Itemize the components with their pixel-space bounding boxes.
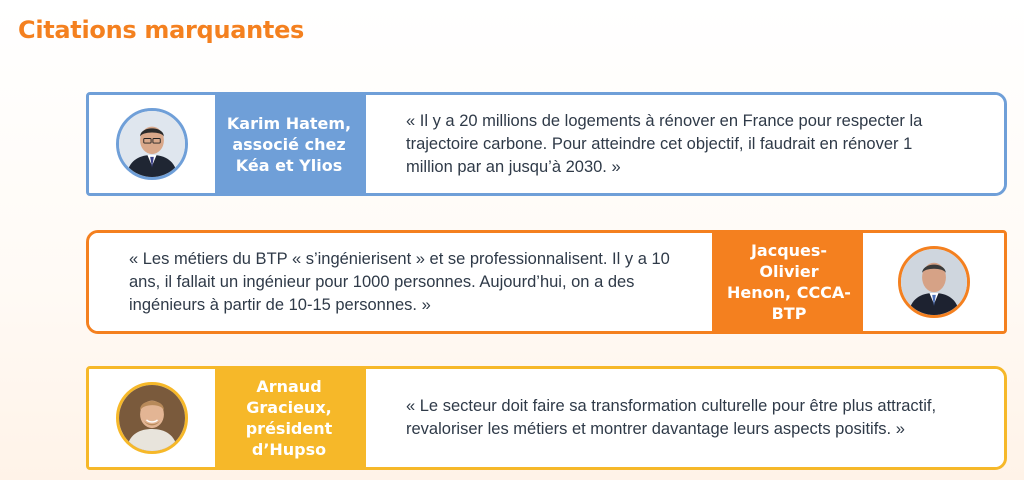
quote-card — [86, 366, 1007, 470]
avatar — [116, 108, 188, 180]
quote-text: « Le secteur doit faire sa transformation culturelle pour être plus attractif, revaloriser les métiers et montrer davantage leurs aspects positifs. » — [363, 369, 1004, 467]
speaker-name: Jacques-Olivier Henon, CCCA-BTP — [715, 233, 863, 331]
avatar-cell — [89, 369, 215, 467]
quote-text: « Les métiers du BTP « s’ingénierisent » et se professionnalisent. Il y a 10 ans, il fallait un ingénieur pour 1000 personnes. Aujourd’hui, on a des ingénieurs à partir de 10-15 personnes. » — [89, 233, 715, 331]
page-title: Citations marquantes — [18, 16, 305, 44]
avatar — [116, 382, 188, 454]
quote-card — [86, 92, 1007, 196]
person-photo-icon — [901, 249, 967, 315]
speaker-name: Arnaud Gracieux, président d’Hupso — [215, 369, 363, 467]
person-photo-icon — [119, 385, 185, 451]
quote-card — [86, 230, 1007, 334]
speaker-name: Karim Hatem, associé chez Kéa et Ylios — [215, 95, 363, 193]
avatar — [898, 246, 970, 318]
avatar-cell — [89, 95, 215, 193]
avatar-cell — [863, 233, 1004, 331]
quote-text: « Il y a 20 millions de logements à rénover en France pour respecter la trajectoire carbone. Pour atteindre cet objectif, il faudrait en rénover 1 million par an jusqu’à 2030. » — [363, 95, 1004, 193]
person-photo-icon — [119, 111, 185, 177]
